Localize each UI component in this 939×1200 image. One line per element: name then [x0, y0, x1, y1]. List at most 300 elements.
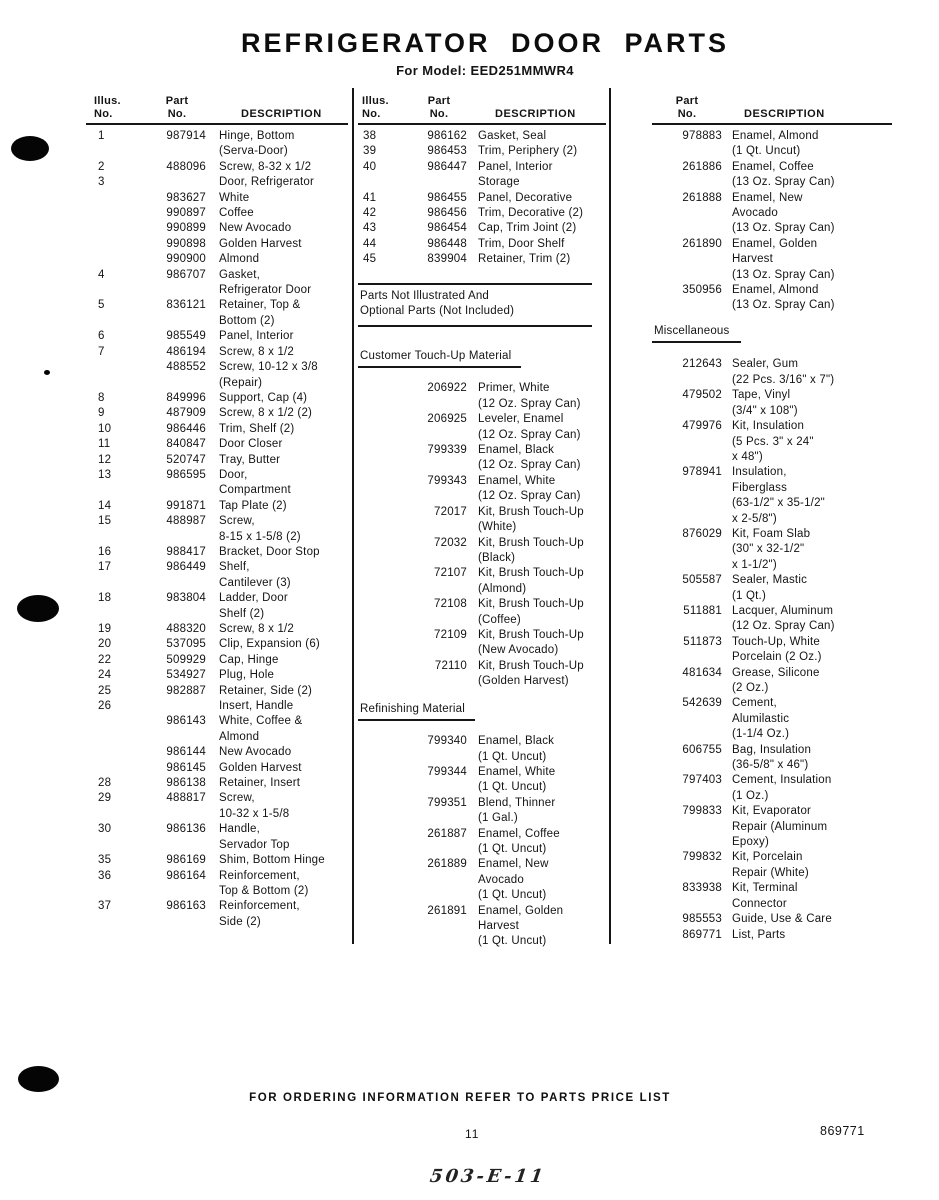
- part-no: 488096: [166, 160, 206, 173]
- description-line: Kit, Brush Touch-Up: [478, 659, 584, 672]
- description: [478, 221, 606, 236]
- description-line: Door,: [219, 468, 248, 481]
- table-body: [86, 125, 348, 930]
- part-no: 212643: [682, 358, 722, 371]
- document-number: 869771: [820, 1124, 865, 1138]
- illus-no: 14: [98, 499, 112, 512]
- illus-no: 1: [98, 130, 105, 142]
- description-line: Bracket, Door Stop: [219, 545, 320, 558]
- description-line: Tray, Butter: [219, 453, 281, 466]
- table-row: [358, 505, 606, 536]
- description: [219, 129, 348, 160]
- description-line: Kit, Insulation: [732, 420, 805, 433]
- part-no: 986454: [427, 222, 467, 235]
- description: [732, 743, 892, 774]
- description: [478, 827, 606, 858]
- section-heading-line: Miscellaneous: [654, 324, 730, 337]
- description-line: Plug, Hole: [219, 669, 275, 682]
- description-line: (13 Oz. Spray Can): [732, 176, 835, 189]
- illus-no: [358, 443, 413, 474]
- header-line: Part: [165, 95, 189, 107]
- part-no-header: [652, 95, 722, 120]
- part-no: 849996: [166, 391, 206, 404]
- description: [478, 536, 606, 567]
- description: [732, 237, 892, 283]
- description-line: Connector: [732, 897, 787, 910]
- description-line: Shim, Bottom Hinge: [219, 854, 325, 867]
- part-no-header: [412, 95, 466, 120]
- illus-no: [358, 659, 413, 690]
- table-row: [358, 191, 606, 206]
- description: [219, 252, 348, 267]
- description-line: (Serva-Door): [219, 145, 288, 158]
- description: [732, 881, 892, 912]
- illus-no: 37: [98, 900, 112, 913]
- part-no: 261888: [682, 191, 722, 204]
- table-row: [652, 912, 892, 927]
- description-line: Enamel, Black: [478, 444, 555, 457]
- part-no: 988417: [166, 545, 206, 558]
- description: [219, 406, 348, 421]
- illus-no: 39: [363, 145, 377, 158]
- description-line: Shelf (2): [219, 607, 265, 620]
- description: [478, 237, 606, 252]
- table-row: [86, 268, 348, 299]
- header-line: No.: [167, 107, 187, 120]
- description-line: Leveler, Enamel: [478, 413, 564, 426]
- table-row: [652, 129, 892, 160]
- table-row: [86, 591, 348, 622]
- description: [219, 468, 348, 499]
- column-divider: [609, 88, 611, 944]
- description: [478, 796, 606, 827]
- table-header: [358, 88, 606, 125]
- part-no: 982887: [166, 684, 206, 697]
- description: [478, 734, 606, 765]
- part-no: 987914: [166, 130, 206, 142]
- description: [732, 604, 892, 635]
- illus-no-header: [86, 95, 152, 120]
- part-no: 986446: [166, 422, 206, 435]
- table-row: [652, 237, 892, 283]
- description-line: (3/4" x 108"): [732, 404, 798, 417]
- illus-no-header: [358, 95, 412, 120]
- part-no: 486194: [166, 345, 206, 358]
- description-line: (13 Oz. Spray Can): [732, 222, 835, 235]
- description: [478, 252, 606, 267]
- part-no: [156, 699, 206, 714]
- description-line: (1 Qt. Uncut): [478, 935, 547, 948]
- description-line: Tap Plate (2): [219, 499, 287, 512]
- description: [478, 765, 606, 796]
- part-no: 797403: [682, 774, 722, 787]
- illus-no: [358, 381, 413, 412]
- description-line: Sealer, Mastic: [732, 574, 808, 587]
- description-line: (1 Qt. Uncut): [478, 781, 547, 794]
- description-line: Panel, Interior: [219, 330, 294, 343]
- table-row: [86, 468, 348, 499]
- section-heading: [358, 349, 521, 369]
- illus-no: 24: [98, 669, 112, 682]
- description: [478, 129, 606, 144]
- part-no: 978941: [682, 466, 722, 479]
- illus-no: 25: [98, 684, 112, 697]
- illus-no: [358, 566, 413, 597]
- description: [732, 850, 892, 881]
- description: [732, 419, 892, 465]
- table-rows: [652, 129, 892, 314]
- table-row: [86, 869, 348, 900]
- table-row: [86, 345, 348, 360]
- table-row: [86, 206, 348, 221]
- ordering-note: FOR ORDERING INFORMATION REFER TO PARTS PRICE LIST: [249, 1092, 671, 1104]
- table-row: [652, 527, 892, 573]
- part-no: 261890: [682, 237, 722, 250]
- description-line: (63-1/2" x 35-1/2": [732, 497, 825, 510]
- part-no: 836121: [166, 299, 206, 312]
- description-line: Servador Top: [219, 838, 290, 851]
- part-no: 990900: [166, 253, 206, 266]
- table-row: [652, 928, 892, 943]
- table-row: [652, 881, 892, 912]
- illus-no: 26: [98, 700, 112, 713]
- illus-no: [358, 412, 413, 443]
- description: [219, 221, 348, 236]
- table-row: [86, 560, 348, 591]
- description: [219, 268, 348, 299]
- description: [219, 637, 348, 652]
- illus-no: 20: [98, 638, 112, 651]
- header-line: Part: [675, 95, 699, 107]
- table-header: [86, 88, 348, 125]
- part-no: 986448: [427, 237, 467, 250]
- description-line: Retainer, Trim (2): [478, 253, 571, 266]
- description-line: (12 Oz. Spray Can): [478, 490, 581, 503]
- section-heading: [652, 324, 741, 344]
- table-row: [86, 298, 348, 329]
- table-rows: [652, 357, 892, 942]
- part-no: 799351: [427, 796, 467, 809]
- description-line: (1 Qt. Uncut): [732, 145, 801, 158]
- table-row: [86, 252, 348, 267]
- parts-column-3: [652, 88, 892, 943]
- part-no: 986162: [427, 130, 467, 142]
- illus-no: [86, 237, 156, 252]
- part-no: 986595: [166, 468, 206, 481]
- part-no: 206925: [427, 413, 467, 426]
- table-row: [86, 853, 348, 868]
- description: [219, 899, 348, 930]
- description: [219, 360, 348, 391]
- description-line: (1 Qt. Uncut): [478, 750, 547, 763]
- description-line: Enamel, Golden: [732, 237, 818, 250]
- description-line: (1 Qt. Uncut): [478, 889, 547, 902]
- section-heading: [358, 702, 475, 722]
- table-row: [358, 412, 606, 443]
- description-line: Kit, Evaporator: [732, 805, 812, 818]
- description: [219, 714, 348, 745]
- illus-no: [358, 904, 413, 950]
- part-no: 991871: [166, 499, 206, 512]
- description-line: Enamel, New: [478, 858, 549, 871]
- part-no: 261889: [427, 858, 467, 871]
- description: [478, 566, 606, 597]
- description: [478, 206, 606, 221]
- description-line: 10-32 x 1-5/8: [219, 807, 290, 820]
- part-no-header: [152, 95, 202, 120]
- table-row: [652, 604, 892, 635]
- description-line: Avocado: [732, 207, 778, 220]
- description-header: DESCRIPTION: [495, 107, 576, 120]
- description-line: Primer, White: [478, 382, 550, 395]
- part-no: 799833: [682, 805, 722, 818]
- model-subtitle: For Model: EED251MMWR4: [396, 63, 574, 78]
- illus-no: 4: [98, 268, 105, 281]
- table-row: [86, 714, 348, 745]
- description-line: (1 Qt. Uncut): [478, 843, 547, 855]
- illus-no: 41: [363, 191, 377, 204]
- illus-no: [86, 191, 156, 206]
- description-line: Screw, 8 x 1/2: [219, 345, 295, 358]
- description-line: (Almond): [478, 582, 527, 595]
- description-line: Almond: [219, 730, 260, 743]
- table-row: [86, 499, 348, 514]
- part-no: 206922: [427, 382, 467, 395]
- illus-no: 36: [98, 869, 112, 882]
- description: [219, 298, 348, 329]
- table-row: [358, 536, 606, 567]
- illus-no: [86, 761, 156, 776]
- table-body: [358, 125, 606, 950]
- description-line: Grease, Silicone: [732, 666, 820, 679]
- section-heading-line: Parts Not Illustrated And: [360, 289, 490, 302]
- description-line: (New Avocado): [478, 644, 559, 657]
- part-no: 986455: [427, 191, 467, 204]
- description-line: Cement, Insulation: [732, 774, 832, 787]
- illus-no: 11: [98, 438, 111, 451]
- description-line: Touch-Up, White: [732, 635, 821, 648]
- page-number: 11: [465, 1127, 480, 1141]
- table-row: [86, 391, 348, 406]
- description-line: Hinge, Bottom: [219, 130, 295, 142]
- description-line: (Black): [478, 551, 516, 564]
- part-no: 72109: [434, 628, 467, 641]
- table-row: [86, 191, 348, 206]
- description: [732, 527, 892, 573]
- table-row: [86, 653, 348, 668]
- illus-no: 42: [363, 207, 377, 220]
- part-no: 986164: [166, 869, 206, 882]
- part-no: 479502: [682, 389, 722, 402]
- description-line: Cap, Hinge: [219, 653, 279, 666]
- table-row: [86, 745, 348, 760]
- illus-no: 12: [98, 453, 112, 466]
- description: [219, 591, 348, 622]
- section-heading: [358, 283, 592, 327]
- table-row: [652, 283, 892, 314]
- description: [219, 545, 348, 560]
- illus-no: [86, 252, 156, 267]
- description-line: Kit, Foam Slab: [732, 527, 811, 540]
- illus-no: [358, 765, 413, 796]
- table-row: [358, 857, 606, 903]
- part-no: 876029: [682, 527, 722, 540]
- description-line: List, Parts: [732, 928, 786, 941]
- description: [219, 668, 348, 683]
- section-heading-line: Customer Touch-Up Material: [360, 349, 512, 362]
- description-line: Enamel, Coffee: [478, 827, 560, 840]
- part-no: 72107: [434, 567, 467, 580]
- description: [732, 129, 892, 160]
- table-row: [358, 474, 606, 505]
- part-no: 799344: [427, 765, 467, 778]
- description: [219, 160, 348, 175]
- part-no: 985553: [682, 913, 722, 926]
- description-line: Trim, Door Shelf: [478, 237, 565, 250]
- description-line: Kit, Brush Touch-Up: [478, 505, 584, 518]
- description-line: Screw, 8-32 x 1/2: [219, 160, 312, 173]
- part-no: 542639: [682, 697, 722, 710]
- description: [478, 474, 606, 505]
- illus-no: 6: [98, 330, 105, 343]
- part-no: 986456: [427, 207, 467, 220]
- description-line: Compartment: [219, 484, 291, 497]
- handwritten-annotation: 503-E-11: [428, 1166, 548, 1187]
- description-line: Cement,: [732, 697, 777, 710]
- description-line: Shelf,: [219, 561, 250, 574]
- description-line: Kit, Brush Touch-Up: [478, 567, 584, 580]
- part-no: 799343: [427, 474, 467, 487]
- description-line: (1 Qt.): [732, 589, 766, 602]
- description-header: DESCRIPTION: [241, 107, 322, 120]
- part-no: 487909: [166, 407, 206, 420]
- description: [478, 597, 606, 628]
- description-line: Refrigerator Door: [219, 284, 312, 297]
- table-row: [358, 443, 606, 474]
- section-heading-line: Refinishing Material: [360, 702, 465, 715]
- description-line: Avocado: [478, 873, 524, 886]
- description: [219, 791, 348, 822]
- part-no: 978883: [682, 130, 722, 142]
- description-line: Porcelain (2 Oz.): [732, 651, 822, 664]
- table-row: [86, 684, 348, 699]
- description: [219, 745, 348, 760]
- table-row: [652, 696, 892, 742]
- part-no: 986447: [427, 160, 467, 173]
- description-line: Enamel, Almond: [732, 130, 819, 142]
- part-no: 72110: [434, 659, 467, 672]
- table-rows: [358, 734, 606, 950]
- table-row: [652, 804, 892, 850]
- description-line: Golden Harvest: [219, 237, 302, 250]
- table-row: [86, 237, 348, 252]
- description-line: Screw, 8 x 1/2 (2): [219, 407, 313, 420]
- description: [478, 160, 606, 191]
- table-row: [86, 406, 348, 421]
- description-line: Reinforcement,: [219, 869, 300, 882]
- part-no: 261886: [682, 160, 722, 173]
- description-line: Door Closer: [219, 438, 283, 451]
- illus-no: [358, 597, 413, 628]
- description: [219, 422, 348, 437]
- description-line: Kit, Brush Touch-Up: [478, 536, 584, 549]
- part-no: 509929: [166, 653, 206, 666]
- part-no: 799340: [427, 735, 467, 748]
- table-row: [652, 573, 892, 604]
- description-line: Screw,: [219, 515, 255, 528]
- description-line: Insulation,: [732, 466, 787, 479]
- illus-no: 35: [98, 854, 112, 867]
- description: [219, 514, 348, 545]
- table-rows: [358, 129, 606, 268]
- table-row: [652, 666, 892, 697]
- table-row: [86, 221, 348, 236]
- description: [478, 659, 606, 690]
- description: [219, 622, 348, 637]
- part-no: 488320: [166, 623, 206, 635]
- description: [732, 666, 892, 697]
- part-no: 511873: [683, 635, 722, 648]
- description-line: Lacquer, Aluminum: [732, 604, 834, 617]
- page-title: REFRIGERATOR DOOR PARTS: [240, 28, 729, 58]
- description-line: (12 Oz. Spray Can): [478, 459, 581, 472]
- description: [478, 144, 606, 159]
- description-line: Guide, Use & Care: [732, 913, 832, 926]
- illus-no: [358, 505, 413, 536]
- description-line: Alumilastic: [732, 712, 790, 725]
- illus-no: [358, 734, 413, 765]
- part-no: 488987: [166, 515, 206, 528]
- description: [732, 773, 892, 804]
- illus-no: 16: [98, 545, 112, 558]
- table-row: [86, 175, 348, 190]
- table-row: [358, 221, 606, 236]
- table-row: [358, 252, 606, 267]
- description-line: Trim, Periphery (2): [478, 145, 578, 158]
- description-line: Epoxy): [732, 836, 769, 849]
- description-line: Top & Bottom (2): [219, 884, 309, 897]
- description: [219, 869, 348, 900]
- description-line: Gasket,: [219, 268, 261, 281]
- illus-no: 40: [363, 160, 377, 173]
- description-line: (12 Oz. Spray Can): [732, 620, 835, 633]
- table-row: [358, 144, 606, 159]
- description: [219, 329, 348, 344]
- illus-no: 9: [98, 407, 105, 420]
- description: [478, 443, 606, 474]
- illus-no: 8: [98, 391, 105, 404]
- description-line: x 1-1/2"): [732, 558, 777, 571]
- description-line: Fiberglass: [732, 481, 788, 494]
- description: [478, 628, 606, 659]
- section-heading-line: Optional Parts (Not Included): [360, 305, 515, 318]
- part-no: 986144: [166, 746, 206, 759]
- illus-no: [358, 474, 413, 505]
- description-line: (13 Oz. Spray Can): [732, 268, 835, 281]
- illus-no: [358, 536, 413, 567]
- description-line: (36-5/8" x 46"): [732, 759, 809, 772]
- table-row: [86, 699, 348, 714]
- description-line: 8-15 x 1-5/8 (2): [219, 530, 301, 543]
- description: [732, 160, 892, 191]
- description: [478, 857, 606, 903]
- table-row: [86, 514, 348, 545]
- illus-no: [86, 206, 156, 221]
- part-no: 986138: [166, 777, 206, 790]
- description-line: Coffee: [219, 207, 254, 220]
- description-line: (30" x 32-1/2": [732, 543, 805, 556]
- table-row: [86, 791, 348, 822]
